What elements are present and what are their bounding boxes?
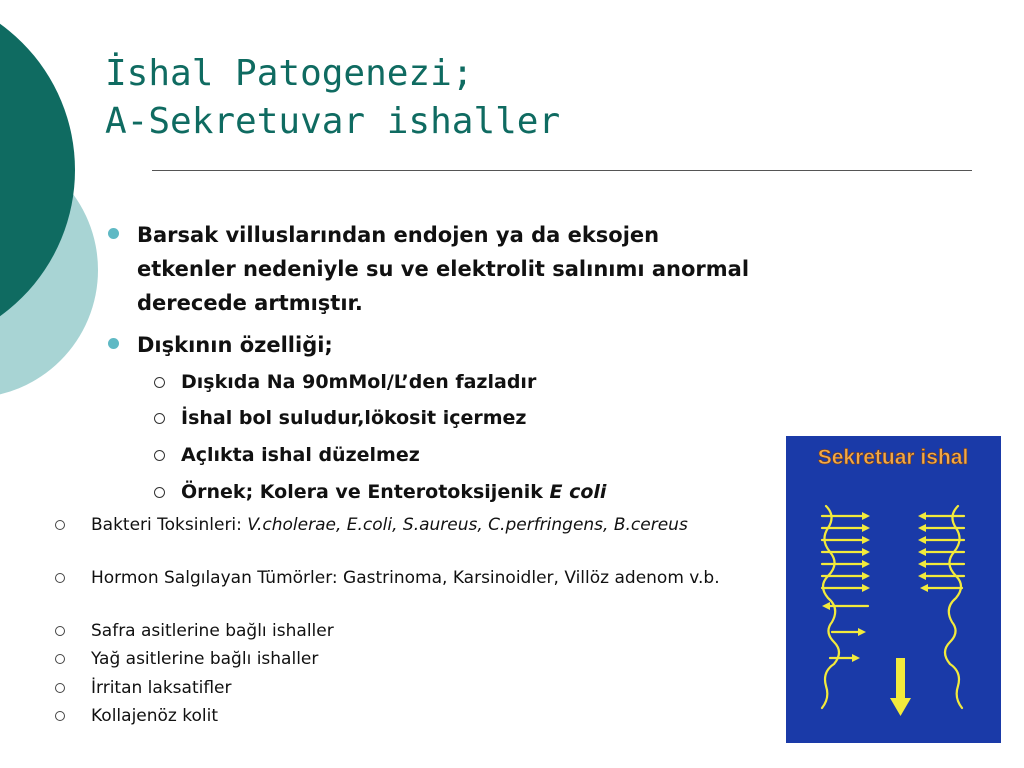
hollow-bullet-icon <box>154 377 165 388</box>
bullet-text: Barsak villuslarından endojen ya da eksojen etkenler nedeniyle su ve elektrolit salınımı anormal derecede artmıştır. <box>137 223 750 315</box>
sub-bullet-text: Açlıkta ishal düzelmez <box>181 444 420 466</box>
sub-bullet-text: Dışkıda Na 90mMol/L’den fazladır <box>181 371 537 393</box>
lower-list-text <box>91 514 731 536</box>
secretory-diarrhea-figure <box>786 436 1001 743</box>
lower-list-text: Yağ asitlerine bağlı ishaller <box>91 649 319 669</box>
sub-bullet-text: İshal bol suludur,lökosit içermez <box>181 407 527 429</box>
bullet-item <box>108 218 748 320</box>
bullet-item <box>108 328 748 362</box>
hollow-bullet-icon <box>55 654 65 664</box>
figure-background <box>786 436 1001 743</box>
title-divider <box>152 170 972 171</box>
sub-bullet-text-italic: E coli <box>549 481 607 503</box>
sub-bullet-text <box>181 480 606 504</box>
hollow-bullet-icon <box>55 626 65 636</box>
title-line-1: İshal Patogenezi; <box>105 53 474 94</box>
figure-title: Sekretuar ishal <box>817 446 969 469</box>
lower-list-text: Kollajenöz kolit <box>91 706 219 726</box>
lower-list-text: İrritan laksatifler <box>91 678 232 698</box>
lower-list-text-plain: Bakteri Toksinleri: <box>91 515 248 535</box>
hollow-bullet-icon <box>154 413 165 424</box>
hollow-bullet-icon <box>55 573 65 583</box>
bullet-dot-icon <box>108 338 119 349</box>
hollow-bullet-icon <box>55 520 65 530</box>
sub-bullet-text-plain: Örnek; Kolera ve Enterotoksijenik <box>181 481 550 503</box>
lower-list-text: Safra asitlerine bağlı ishaller <box>91 621 334 641</box>
hollow-bullet-icon <box>55 683 65 693</box>
lower-list-text: Hormon Salgılayan Tümörler: Gastrinoma, Karsinoidler, Villöz adenom v.b. <box>91 568 720 588</box>
hollow-bullet-icon <box>154 450 165 461</box>
bullet-text: Dışkının özelliği; <box>137 333 333 357</box>
title-line-2: A-Sekretuvar ishaller <box>105 101 561 142</box>
hollow-bullet-icon <box>55 711 65 721</box>
slide-title <box>105 50 560 146</box>
hollow-bullet-icon <box>154 487 165 498</box>
lower-list-text-italic: V.cholerae, E.coli, S.aureus, C.perfringens, B.cereus <box>247 515 688 535</box>
bullet-dot-icon <box>108 228 119 239</box>
